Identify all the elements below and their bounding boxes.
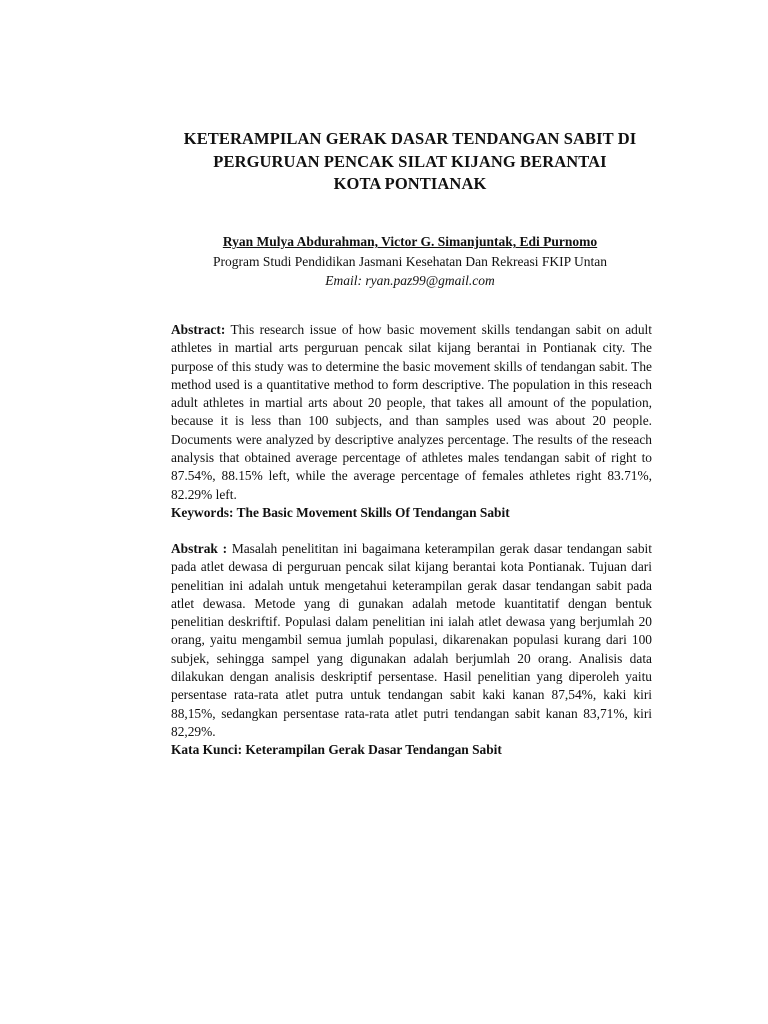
author-names: Ryan Mulya Abdurahman, Victor G. Simanjuntak, Edi Purnomo — [222, 234, 598, 249]
abstract-english-label: Abstract: — [171, 322, 226, 337]
abstract-indonesian — [171, 540, 652, 760]
abstract-indonesian-text: Masalah penelititan ini bagaimana keterampilan gerak dasar tendangan sabit pada atlet dewasa di perguruan pencak silat kijang berantai kota Pontianak. Tujuan dari penelitian ini adalah untuk mengetahui keterampilan gerak dasar tendangan sabit pada atlet dewasa. Metode yang di gunakan adalah metode kuantitatif dengan bentuk penelitian deskriftif. Populasi dalam penelitian ini ialah atlet dewasa yang berjumlah 20 orang, yaitu mengambil semua jumlah populasi, dikarenakan populasi kurang dari 100 subjek, sehingga sampel yang digunakan adalah berjumlah 20 orang. Analisis data dilakukan dengan analisis deskriptif persentase. Hasil penelitian yang diperoleh yaitu persentase rata-rata atlet putra untuk tendangan sabit kaki kanan 87,54%, kaki kiri 88,15%, sedangkan persentase rata-rata atlet putri tendangan sabit kanan 83,71%, kiri 82,29%. — [171, 541, 652, 739]
paper-title — [120, 128, 700, 196]
abstract-indonesian-label: Abstrak : — [171, 541, 228, 556]
title-line-3: KOTA PONTIANAK — [333, 174, 487, 193]
title-line-2: PERGURUAN PENCAK SILAT KIJANG BERANTAI — [213, 151, 607, 171]
author-email: Email: ryan.paz99@gmail.com — [325, 273, 495, 288]
affiliation: Program Studi Pendidikan Jasmani Kesehatan Dan Rekreasi FKIP Untan — [213, 253, 607, 269]
abstract-english — [171, 321, 652, 522]
keywords-indonesian: Kata Kunci: Keterampilan Gerak Dasar Tendangan Sabit — [171, 742, 502, 758]
title-line-1: KETERAMPILAN GERAK DASAR TENDANGAN SABIT DI — [183, 129, 637, 148]
author-block — [120, 232, 700, 291]
abstract-indonesian-body — [171, 540, 652, 741]
abstract-english-text: This research issue of how basic movement skills tendangan sabit on adult athletes in martial arts perguruan pencak silat kijang berantai in Pontianak city. The purpose of this study was to determine the basic movement skills of tendangan sabit. The method used is a quantitative method to form descriptive. The population in this reseach adult athletes in martial arts about 20 people, that takes all amount of the population, because it is less than 100 subjects, and than samples used was about 20 people. Documents were analyzed by descriptive analyzes percentage. The results of the reseach analysis that obtained average percentage of athletes males tendangan sabit of right to 87.54%, 88.15% left, while the average percentage of females athletes right 83.71%, 82.29% left. — [171, 322, 652, 502]
abstract-english-body — [171, 321, 652, 504]
keywords-english: Keywords: The Basic Movement Skills Of Tendangan Sabit — [171, 504, 510, 520]
